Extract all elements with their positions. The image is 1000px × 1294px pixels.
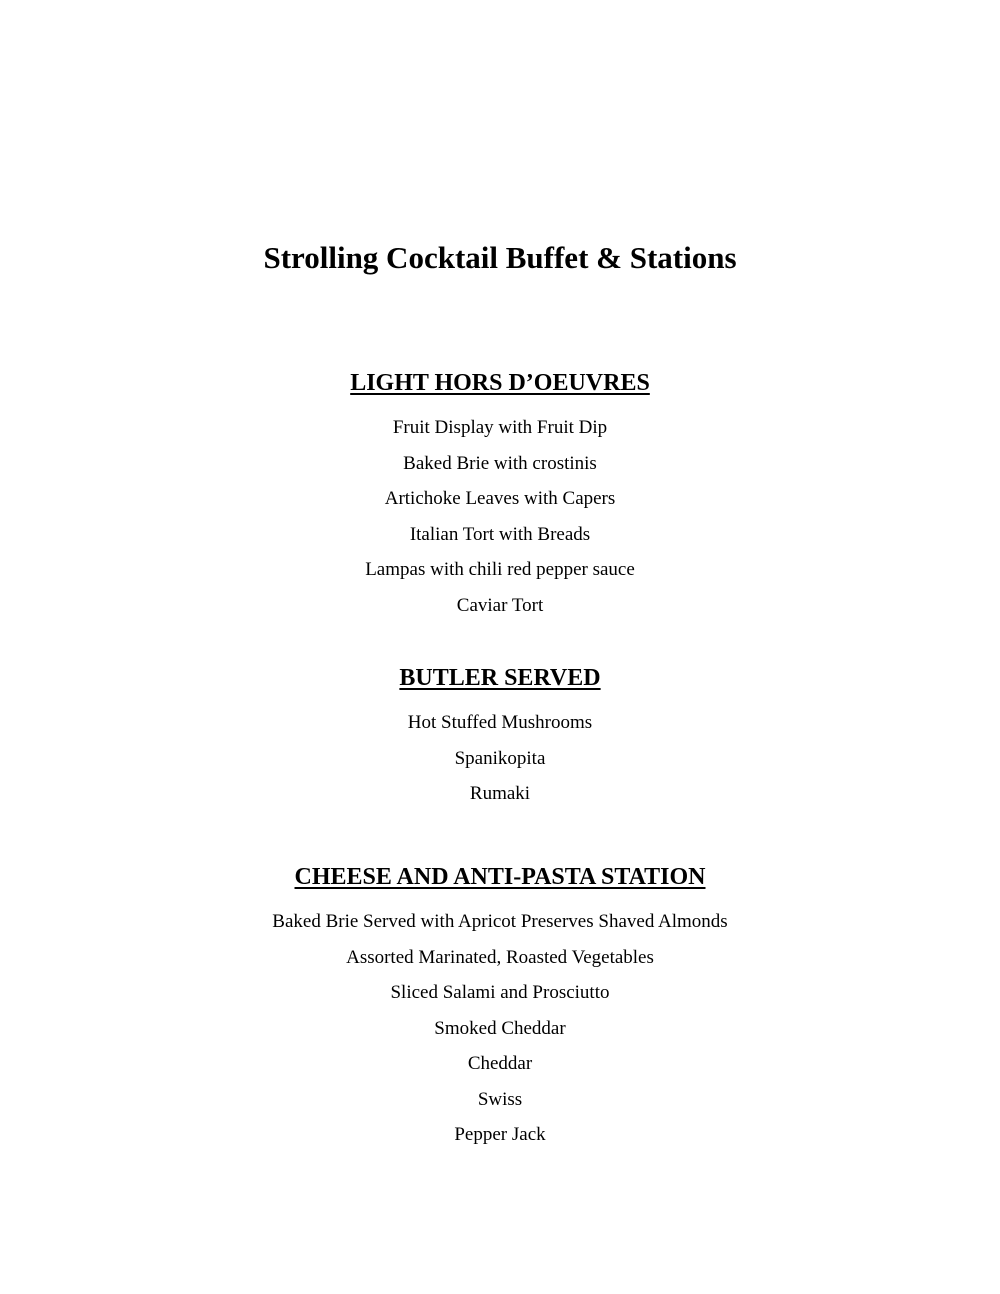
menu-item: Spanikopita bbox=[454, 747, 546, 769]
menu-item: Swiss bbox=[477, 1088, 523, 1110]
menu-item: Rumaki bbox=[469, 783, 531, 804]
menu-item: Pepper Jack bbox=[454, 1124, 546, 1145]
section-heading: CHEESE AND ANTI-PASTA STATION bbox=[294, 864, 706, 890]
section-cheese-anti-pasta-station bbox=[0, 862, 1000, 1153]
section-heading: BUTLER SERVED bbox=[399, 665, 601, 691]
menu-item: Sliced Salami and Prosciutto bbox=[390, 982, 610, 1003]
menu-item: Caviar Tort bbox=[456, 594, 544, 616]
menu-item: Cheddar bbox=[467, 1053, 533, 1074]
menu-item: Assorted Marinated, Roasted Vegetables bbox=[346, 946, 654, 968]
menu-item: Fruit Display with Fruit Dip bbox=[392, 417, 608, 438]
menu-item: Lampas with chili red pepper sauce bbox=[365, 559, 635, 580]
menu-item: Artichoke Leaves with Capers bbox=[384, 488, 616, 509]
menu-item: Baked Brie with crostinis bbox=[403, 452, 597, 474]
section-heading: LIGHT HORS D’OEUVRES bbox=[350, 370, 650, 396]
section-butler-served bbox=[0, 663, 1000, 812]
menu-item: Italian Tort with Breads bbox=[409, 523, 591, 545]
section-light-hors-doeuvres bbox=[0, 368, 1000, 623]
menu-item: Hot Stuffed Mushrooms bbox=[407, 712, 593, 733]
menu-item: Smoked Cheddar bbox=[434, 1017, 566, 1039]
menu-title: Strolling Cocktail Buffet & Stations bbox=[263, 240, 737, 275]
menu-item: Baked Brie Served with Apricot Preserves Shaved Almonds bbox=[272, 911, 728, 932]
